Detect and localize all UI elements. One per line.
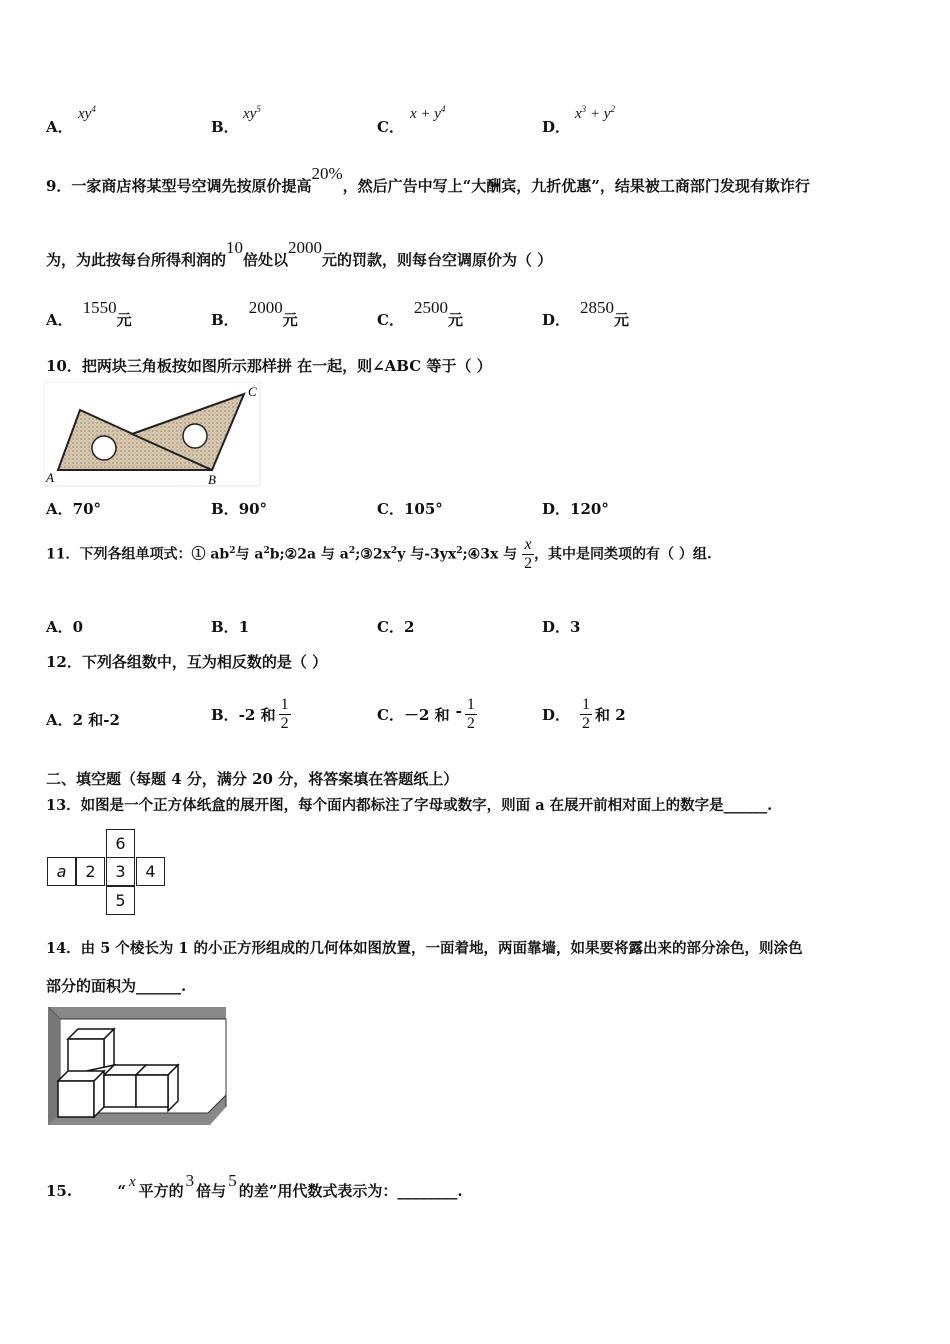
q15-var-x: x xyxy=(128,1174,136,1190)
exponent: 2 xyxy=(229,545,236,556)
option-letter: B． xyxy=(211,500,239,518)
frac-denominator: 2 xyxy=(582,715,591,732)
option-value: 70° xyxy=(72,500,102,518)
option-letter: D． xyxy=(542,118,571,136)
q8-option-c[interactable] xyxy=(377,116,404,137)
q9-option-b[interactable] xyxy=(211,298,298,330)
q9-option-d[interactable] xyxy=(542,298,630,330)
q12-d-fraction xyxy=(580,696,592,733)
q12-option-b[interactable] xyxy=(211,696,291,733)
option-value: 90° xyxy=(238,500,268,518)
label-b: B xyxy=(208,472,216,487)
net-cell-center: 3 xyxy=(106,857,135,886)
option-value: 2850 xyxy=(580,298,615,317)
q8-option-d[interactable] xyxy=(542,116,570,137)
section-title: 二、填空题（每题 4 分，满分 20 分，将答案填在答题纸上） xyxy=(46,770,459,788)
expr: xy xyxy=(243,106,257,122)
q11-option-c[interactable] xyxy=(377,616,414,637)
q14-line1: 14．由 5 个棱长为 1 的小正方形组成的几何体如图放置，一面着地，两面靠墙，如果要将露出来的部分涂色，则涂色 xyxy=(46,940,803,957)
exponent: 4 xyxy=(440,104,446,114)
q12-c-fraction xyxy=(465,696,477,733)
option-letter: A． xyxy=(46,118,73,136)
option-value: 2500 xyxy=(413,298,448,317)
frac-numerator: 1 xyxy=(466,696,475,713)
option-letter: C． xyxy=(377,118,404,136)
q9-text: 9．一家商店将某型号空调先按原价提高 xyxy=(46,177,312,195)
net-cell-bottom: 5 xyxy=(106,886,135,915)
option-value: 和 2 xyxy=(595,706,626,724)
q9-text: 倍处以 xyxy=(243,251,289,269)
option-value: 120° xyxy=(570,500,609,518)
q15-three: 3 xyxy=(185,1171,195,1190)
net-cell-2: 2 xyxy=(76,857,105,886)
exponent: 2 xyxy=(456,545,463,556)
frac-numerator: 1 xyxy=(280,696,289,713)
q9-text: ，然后广告中写上“大酬宾，九折优惠”，结果被工商部门发现有欺诈行 xyxy=(342,177,810,195)
q11-option-a[interactable] xyxy=(46,616,83,637)
q15-text: 平方的 xyxy=(138,1182,184,1200)
option-letter: B． xyxy=(211,618,239,636)
q15-question xyxy=(46,1171,463,1201)
expr: x xyxy=(575,106,582,122)
frac-denominator: 2 xyxy=(280,715,289,732)
q8-option-a[interactable] xyxy=(46,116,73,137)
q9-text: 为，为此按每台所得利润的 xyxy=(46,251,227,269)
q11-text: 11．下列各组单项式：① ab xyxy=(46,546,230,563)
q11-text: ;③2x xyxy=(355,546,391,563)
q9-line1 xyxy=(46,164,810,196)
expr: xy xyxy=(78,106,92,122)
q12-option-d[interactable] xyxy=(542,696,626,733)
q12-b-fraction xyxy=(279,696,291,733)
exponent: 2 xyxy=(348,545,356,556)
q11-text: b;②2a 与 a xyxy=(269,546,349,563)
frac-denominator: 2 xyxy=(524,555,533,572)
option-value: 1550 xyxy=(82,298,117,317)
minus-sign: - xyxy=(455,701,462,720)
q14-line2: 部分的面积为______. xyxy=(46,977,187,995)
q14-cubes-figure xyxy=(48,1007,228,1127)
q11-text: ;④3x 与 xyxy=(462,546,518,563)
triangle-hole-left xyxy=(92,436,116,460)
net-cell-a: a xyxy=(47,857,76,886)
q11-option-d[interactable] xyxy=(542,616,580,637)
option-value: 2 和-2 xyxy=(72,711,120,729)
q13-question: 13．如图是一个正方体纸盒的展开图，每个面内都标注了字母或数字，则面 a 在展开前相对面上的数字是______. xyxy=(46,797,773,814)
q10-option-a[interactable] xyxy=(46,498,101,519)
q11-option-b[interactable] xyxy=(211,616,249,637)
q9-option-a[interactable] xyxy=(46,298,132,330)
frac-denominator: 2 xyxy=(466,715,475,732)
q15-number: 15. xyxy=(46,1182,73,1200)
exponent: 2 xyxy=(610,104,615,114)
q11-text: 与 a xyxy=(235,546,264,563)
option-value: 105° xyxy=(403,500,443,518)
q9-text: 元的罚款，则每台空调原价为（ ） xyxy=(322,251,553,269)
label-c: C xyxy=(248,384,257,399)
option-letter: C． xyxy=(377,706,404,724)
exponent: 4 xyxy=(91,104,96,114)
q9-fine: 2000 xyxy=(288,238,323,257)
option-unit: 元 xyxy=(282,311,298,329)
q8-option-a-expr xyxy=(78,104,96,123)
q11-text: y 与-3yx xyxy=(397,546,457,563)
q11-question xyxy=(46,536,712,573)
q9-option-c[interactable] xyxy=(377,298,463,330)
q15-five: 5 xyxy=(228,1171,237,1190)
option-unit: 元 xyxy=(447,311,463,329)
q8-option-d-expr xyxy=(575,104,615,123)
option-letter: B． xyxy=(211,706,239,724)
q9-times: 10 xyxy=(226,238,244,257)
option-value: －2 和 xyxy=(403,706,450,724)
option-letter: C． xyxy=(377,500,404,518)
q12-option-a[interactable] xyxy=(46,709,120,730)
q15-text: 的差”用代数式表示为：________. xyxy=(238,1182,463,1200)
q8-option-c-expr xyxy=(410,104,445,123)
option-unit: 元 xyxy=(614,311,630,329)
expr: x + y xyxy=(410,106,441,122)
option-letter: D． xyxy=(542,618,571,636)
option-letter: B． xyxy=(211,311,239,329)
option-value: 2000 xyxy=(248,298,283,317)
option-value: 1 xyxy=(238,618,250,636)
option-letter: A． xyxy=(46,711,73,729)
option-letter: D． xyxy=(542,706,571,724)
net-cell-right: 4 xyxy=(136,857,165,886)
q8-option-b-expr xyxy=(243,104,261,123)
q11-text: ，其中是同类项的有（ ）组. xyxy=(534,546,712,563)
q9-line2 xyxy=(46,238,553,270)
q15-text: “ xyxy=(117,1182,126,1200)
exponent: 2 xyxy=(263,545,270,556)
option-value: -2 和 xyxy=(238,706,276,724)
q10-question: 10．把两块三角板按如图所示那样拼 在一起，则∠ABC 等于（ ） xyxy=(46,357,492,375)
option-unit: 元 xyxy=(116,311,132,329)
q12-question: 12．下列各组数中，互为相反数的是（ ） xyxy=(46,653,328,671)
frac-numerator: x xyxy=(522,536,534,555)
q11-fraction xyxy=(522,536,534,573)
cube-front-face xyxy=(104,1075,136,1107)
q10-option-b[interactable] xyxy=(211,498,267,519)
exponent: 2 xyxy=(390,545,398,556)
option-letter: C． xyxy=(377,311,404,329)
q9-percent: 20% xyxy=(311,164,343,183)
option-value: 2 xyxy=(403,618,415,636)
option-letter: D． xyxy=(542,500,571,518)
label-a: A xyxy=(46,470,54,485)
cube-front-face xyxy=(58,1081,94,1117)
option-value: 3 xyxy=(570,618,581,636)
option-letter: B． xyxy=(211,118,239,136)
q10-option-c[interactable] xyxy=(377,498,443,519)
option-value: 0 xyxy=(72,618,84,636)
triangle-hole-right xyxy=(183,424,207,448)
q15-text: 倍与 xyxy=(196,1182,227,1200)
cube-front-face xyxy=(136,1075,168,1107)
q8-option-b[interactable] xyxy=(211,116,239,137)
option-letter: A． xyxy=(46,618,73,636)
exponent: 3 xyxy=(581,104,587,114)
option-letter: C． xyxy=(377,618,404,636)
option-letter: A． xyxy=(46,311,73,329)
frac-numerator: 1 xyxy=(582,696,591,713)
option-letter: A． xyxy=(46,500,73,518)
expr: + y xyxy=(586,106,611,122)
q10-option-d[interactable] xyxy=(542,498,609,519)
option-letter: D． xyxy=(542,311,571,329)
q10-triangles-figure xyxy=(44,382,264,488)
net-cell-top: 6 xyxy=(106,829,135,858)
exponent: 5 xyxy=(256,104,261,114)
q12-option-c[interactable] xyxy=(377,696,477,733)
